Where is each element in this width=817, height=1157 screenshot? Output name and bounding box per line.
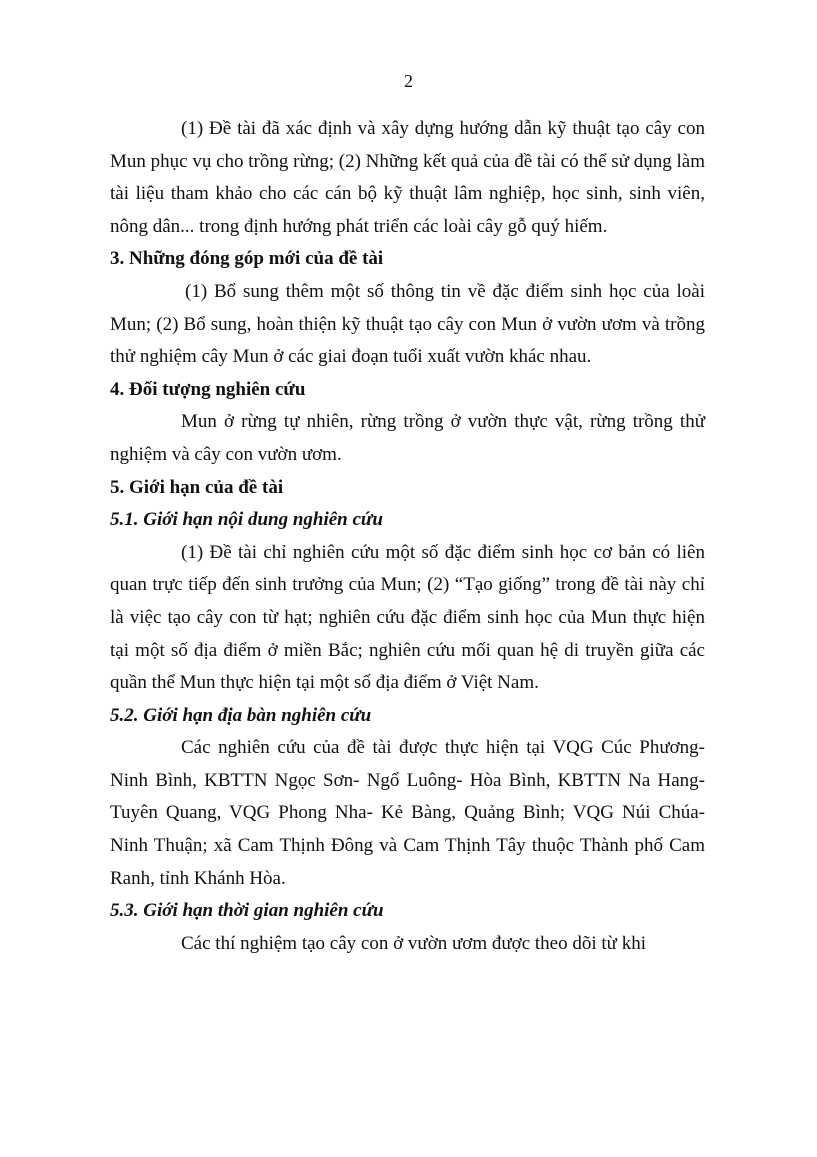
page-number: 2	[404, 71, 413, 91]
section-5-2-heading: 5.2. Giới hạn địa bàn nghiên cứu	[110, 704, 372, 726]
section-4-body: Mun ở rừng tự nhiên, rừng trồng ở vườn thực vật, rừng trồng thử nghiệm và cây con vườn ươm.	[110, 411, 705, 465]
section-3-heading: 3. Những đóng góp mới của đề tài	[110, 248, 384, 270]
section-5-heading: 5. Giới hạn của đề tài	[110, 476, 284, 498]
section-5-3-heading: 5.3. Giới hạn thời gian nghiên cứu	[110, 900, 384, 922]
document-body	[110, 113, 705, 960]
section-5-3-body: Các thí nghiệm tạo cây con ở vườn ươm được theo dõi từ khi	[181, 932, 646, 954]
section-5-2-body: Các nghiên cứu của đề tài được thực hiện tại VQG Cúc Phương- Ninh Bình, KBTTN Ngọc Sơn- Ngổ Luông- Hòa Bình, KBTTN Na Hang- Tuyên Quang, VQG Phong Nha- Kẻ Bàng, Quảng Bình; VQG Núi Chúa- Ninh Thuận; xã Cam Thịnh Đông và Cam Thịnh Tây thuộc Thành phố Cam Ranh, tỉnh Khánh Hòa.	[110, 737, 705, 889]
section-5-1-body: (1) Đề tài chỉ nghiên cứu một số đặc điểm sinh học cơ bản có liên quan trực tiếp đến sinh trưởng của Mun; (2) “Tạo giống” trong đề tài này chỉ là việc tạo cây con từ hạt; nghiên cứu đặc điểm sinh học của Mun thực hiện tại một số địa điểm ở miền Bắc; nghiên cứu mối quan hệ di truyền giữa các quần thể Mun thực hiện tại một số địa điểm ở Việt Nam.	[110, 541, 705, 694]
section-4-heading: 4. Đối tượng nghiên cứu	[110, 378, 306, 400]
section-3-body: (1) Bổ sung thêm một số thông tin về đặc điểm sinh học của loài Mun; (2) Bổ sung, hoàn thiện kỹ thuật tạo cây con Mun ở vườn ươm và trồng thử nghiệm cây Mun ở các giai đoạn tuổi xuất vườn khác nhau.	[110, 280, 705, 368]
intro-paragraph: (1) Đề tài đã xác định và xây dựng hướng dẫn kỹ thuật tạo cây con Mun phục vụ cho trồng rừng; (2) Những kết quả của đề tài có thể sử dụng làm tài liệu tham khảo cho các cán bộ kỹ thuật lâm nghiệp, học sinh, sinh viên, nông dân... trong định hướng phát triển các loài cây gỗ quý hiếm.	[110, 118, 705, 237]
section-5-1-heading: 5.1. Giới hạn nội dung nghiên cứu	[110, 509, 383, 531]
